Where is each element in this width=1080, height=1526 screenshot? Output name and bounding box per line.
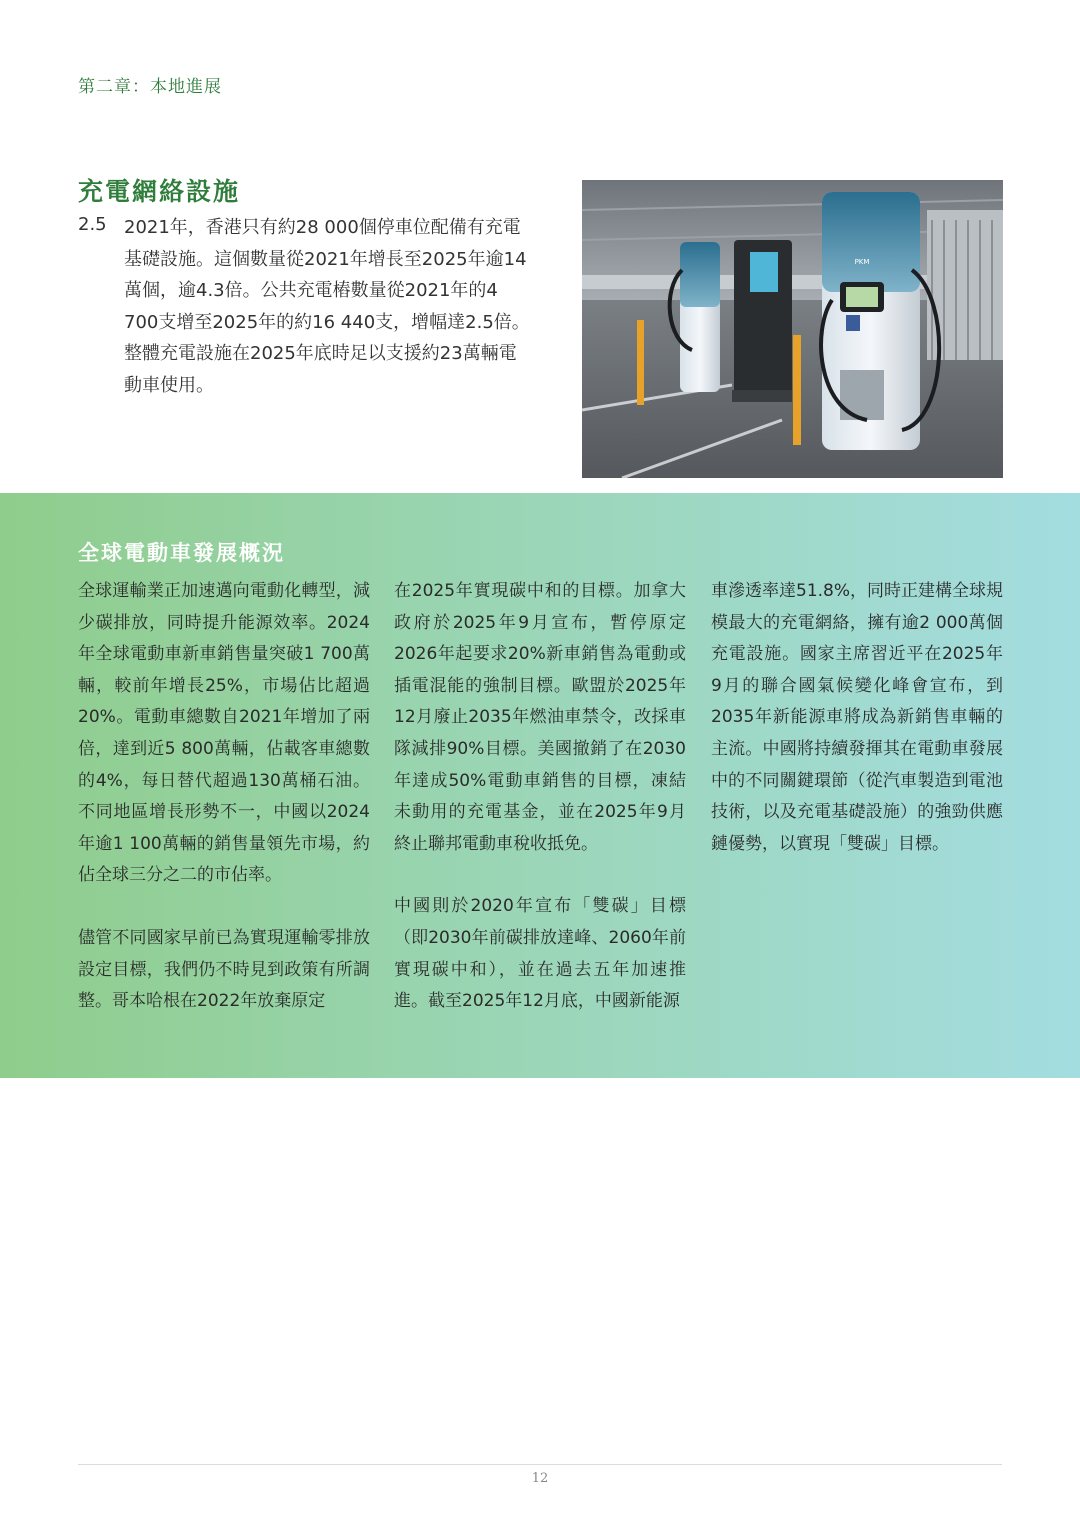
col1-paragraph-2: 儘管不同國家早前已為實現運輸零排放設定目標，我們仍不時見到政策有所調整。哥本哈根在2022年放棄原定 xyxy=(78,927,370,1012)
photo-brand-label: PKM xyxy=(854,258,870,266)
global-ev-title: 全球電動車發展概況 xyxy=(78,541,285,565)
col2-paragraph-2: 中國則於2020年宣布「雙碳」目標（即2030年前碳排放達峰、2060年前實現碳中和），並在過去五年加速推進。截至2025年12月底，中國新能源 xyxy=(394,896,686,1012)
col2-paragraph-1: 在2025年實現碳中和的目標。加拿大政府於2025年9月宣布，暫停原定2026年起要求20%新車銷售為電動或插電混能的強制目標。歐盟於2025年12月廢止2035年燃油車禁令，改採車隊減排90%目標。美國撤銷了在2030年達成50%電動車銷售的目標，凍結未動用的充電基金，並在2025年9月終止聯邦電動車稅收抵免。 xyxy=(394,581,686,854)
chapter-header: 第二章：本地進展 xyxy=(78,77,222,97)
footer-divider xyxy=(78,1464,1002,1465)
page-number: 12 xyxy=(531,1471,549,1486)
section-title: 充電網絡設施 xyxy=(78,177,241,206)
text-column-3 xyxy=(711,576,1003,891)
col1-paragraph-1: 全球運輸業正加速邁向電動化轉型，減少碳排放，同時提升能源效率。2024年全球電動車新車銷售量突破1 700萬輛，較前年增長25%，市場佔比超過20%。電動車總數自2021年增加了兩倍，達到近5 800萬輛，佔載客車總數的4%，每日替代超過130萬桶石油。不同地區增長形勢不一，中國以2024年逾1 100萬輛的銷售量領先市場，約佔全球三分之二的市佔率。 xyxy=(78,581,370,886)
text-column-2 xyxy=(394,576,686,1049)
text-column-1 xyxy=(78,576,370,1049)
paragraph-text: 2021年，香港只有約28 000個停車位配備有充電基礎設施。這個數量從2021年增長至2025年逾14萬個，逾4.3倍。公共充電樁數量從2021年的4 700支增至2025年的約16 440支，增幅達2.5倍。整體充電設施在2025年底時足以支援約23萬輛電動車使用。 xyxy=(124,217,530,396)
charging-station-photo xyxy=(582,180,1003,478)
paragraph-number: 2.5 xyxy=(78,214,107,235)
col3-paragraph-1: 車滲透率達51.8%，同時正建構全球規模最大的充電網絡，擁有逾2 000萬個充電設施。國家主席習近平在2025年9月的聯合國氣候變化峰會宣布，到2035年新能源車將成為新銷售車輛的主流。中國將持續發揮其在電動車發展中的不同關鍵環節（從汽車製造到電池技術，以及充電基礎設施）的強勁供應鏈優勢，以實現「雙碳」目標。 xyxy=(711,581,1004,854)
